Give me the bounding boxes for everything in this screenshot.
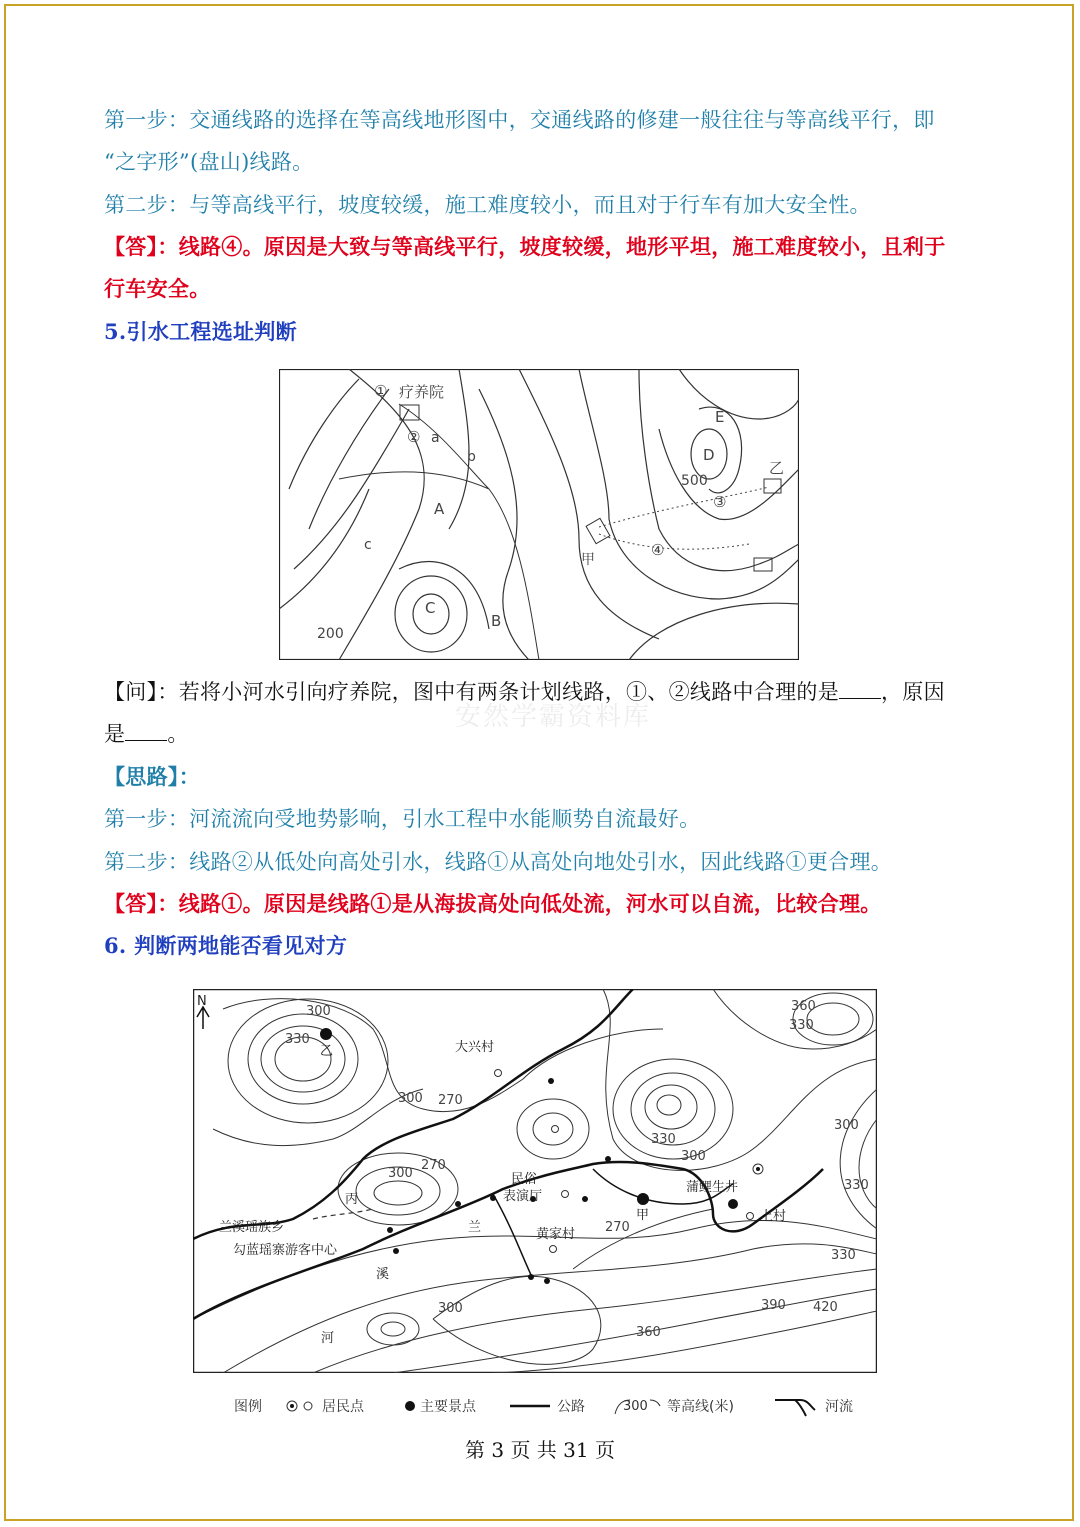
label-B: B: [491, 612, 502, 630]
answer-line: 【答】：线路①。原因是线路①是从海拔高处向低处流，河水可以自流，比较合理。: [104, 891, 882, 916]
question-text-3: 。: [167, 722, 189, 746]
label-sanatorium: 疗养院: [399, 383, 445, 401]
contour-300-e: 300: [834, 1118, 859, 1133]
river-label-xi: 溪: [376, 1267, 390, 1282]
contour-330-e: 330: [831, 1248, 856, 1263]
place-puli-well: 蒲鲤生井: [686, 1180, 739, 1195]
thinking-step2: 第二步：线路②从低处向高处引水，线路①从高处向地处引水，因此线路①更合理。: [104, 850, 893, 874]
label-jia: 甲: [581, 552, 595, 568]
label-E: E: [715, 408, 725, 426]
river-label-he: 河: [321, 1331, 335, 1346]
contour-300-d: 300: [681, 1149, 706, 1164]
contour-300-a: 300: [306, 1004, 331, 1019]
label-c: c: [364, 537, 372, 553]
watermark: 安然学霸资料库: [455, 702, 652, 732]
step1-line2: “之字形”(盘山)线路。: [104, 150, 314, 174]
contour-360-b: 360: [636, 1325, 661, 1340]
contour-300-b: 300: [398, 1091, 423, 1106]
place-huangjia-village: 黄家村: [536, 1227, 576, 1242]
label-500: 500: [681, 473, 708, 489]
label-D: D: [703, 446, 715, 464]
answer-blank-2[interactable]: [125, 722, 167, 741]
label-200: 200: [317, 626, 344, 642]
legend-residential: 居民点: [322, 1399, 364, 1415]
contour-270-c: 270: [605, 1220, 630, 1235]
question-line2: [104, 718, 189, 748]
contour-390: 390: [761, 1298, 786, 1313]
place-daxing-village: 大兴村: [455, 1040, 495, 1055]
question-text-2: 是: [104, 722, 126, 746]
label-b: b: [467, 449, 476, 465]
section-6-heading: 6. 判断两地能否看见对方: [104, 933, 348, 958]
contour-420: 420: [813, 1300, 838, 1315]
step1-line1: 第一步：交通线路的选择在等高线地形图中，交通线路的修建一般往往与等高线平行，即: [104, 108, 935, 132]
contour-330-c: 330: [789, 1018, 814, 1033]
label-A: A: [434, 500, 445, 518]
legend-contour-sample: 300: [623, 1399, 648, 1414]
figure-water-diversion-map: [279, 369, 799, 660]
question-text: 【问】：若将小河水引向疗养院，图中有两条计划线路，①、②线路中合理的是: [104, 680, 839, 704]
section-5-heading: 5.引水工程选址判断: [104, 319, 297, 344]
contour-330-d: 330: [844, 1178, 869, 1193]
thinking-label: 【思路】：: [104, 764, 200, 789]
label-circle-4: ④: [651, 541, 665, 559]
legend-contour: 等高线(米): [667, 1399, 734, 1415]
north-arrow-label: N: [197, 994, 207, 1009]
river-label-lan: 兰: [468, 1220, 482, 1235]
question-text-reason: ，原因: [881, 680, 945, 704]
place-bing: 丙: [345, 1192, 359, 1207]
label-circle-3: ③: [713, 493, 727, 511]
page-footer: 第 3 页 共 31 页: [465, 1438, 615, 1462]
contour-360-a: 360: [791, 999, 816, 1014]
figure-visibility-map: [193, 989, 877, 1373]
place-shang-village: 上村: [760, 1209, 787, 1224]
place-folk-hall-1: 民俗: [511, 1172, 538, 1187]
place-visitor-center: 勾蓝瑶寨游客中心: [233, 1243, 338, 1258]
contour-300-f: 300: [438, 1301, 463, 1316]
place-yi: 乙: [320, 1044, 334, 1059]
label-circle-2: ②: [407, 428, 421, 446]
contour-330-b: 330: [651, 1132, 676, 1147]
contour-300-c: 300: [388, 1166, 413, 1181]
label-a: a: [431, 430, 440, 446]
place-lanxi-township: 兰溪瑶族乡: [219, 1220, 285, 1235]
answer4-line1: 【答】：线路④。原因是大致与等高线平行，坡度较缓，地形平坦，施工难度较小，且利于: [104, 234, 946, 259]
contour-330-a: 330: [285, 1032, 310, 1047]
step2-line: 第二步：与等高线平行，坡度较缓，施工难度较小，而且对于行车有加大安全性。: [104, 193, 871, 217]
figure-legend: [230, 1390, 870, 1422]
answer4-line2: 行车安全。: [104, 276, 211, 301]
legend-road: 公路: [557, 1399, 585, 1415]
label-circle-1: ①: [374, 382, 388, 400]
contour-270-a: 270: [438, 1093, 463, 1108]
legend-scenic-spot: 主要景点: [420, 1399, 476, 1415]
legend-title: 图例: [234, 1399, 262, 1415]
label-yi: 乙: [769, 459, 785, 477]
answer-blank-1[interactable]: [839, 680, 881, 699]
place-jia: 甲: [636, 1208, 650, 1223]
place-folk-hall-2: 表演厅: [503, 1189, 543, 1204]
contour-270-b: 270: [421, 1158, 446, 1173]
legend-river: 河流: [825, 1399, 853, 1415]
label-C: C: [425, 599, 436, 617]
thinking-step1: 第一步：河流流向受地势影响，引水工程中水能顺势自流最好。: [104, 807, 701, 831]
